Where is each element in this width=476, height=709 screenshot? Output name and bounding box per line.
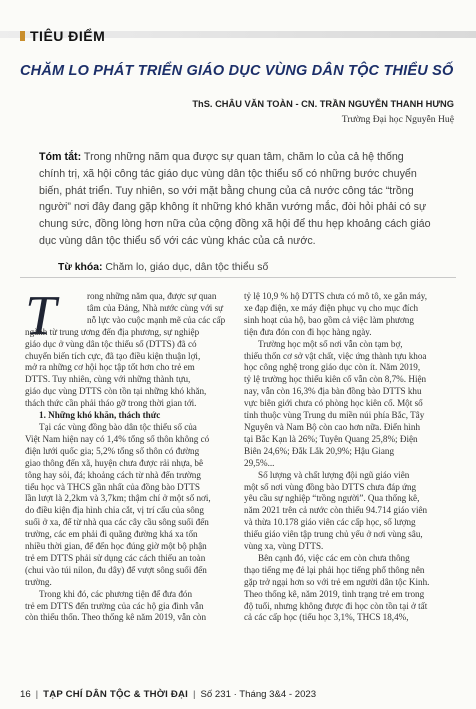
body-line: cả các cấp học (tiểu học 3,1%, THCS 18,4%, [244, 612, 409, 623]
divider [20, 277, 456, 278]
body-line: tông hay sỏi, đá; khoảng cách từ nhà đến trường [25, 469, 201, 480]
body-line: thiếu thốn cơ sở vật chất, việc ứng thành tựu khoa [244, 350, 427, 361]
body-line: một số nơi vùng đồng bào DTTS chưa đáp ứng [244, 481, 417, 492]
body-line: giáo dục ở vùng dân tộc thiểu số (DTTS) đã có [25, 338, 197, 349]
body-line: điện lưới quốc gia; 5,2% tổng số thôn có đường [25, 445, 200, 456]
author-affiliation: Trường Đại học Nguyễn Huệ [341, 114, 454, 125]
keywords-text: Chăm lo, giáo dục, dân tộc thiểu số [102, 262, 269, 273]
body-line: Biên 24,6%; Đắk Lắk 20,9%; Hậu Giang [244, 445, 395, 456]
body-line: giáo dục vùng DTTS còn tồn tại những khó khăn, [25, 386, 207, 397]
abstract-line: chung sức, đồng lòng hơn nữa của cộng đồng xã hội để thu hẹp khoảng cách giáo [39, 218, 431, 231]
body-line: tiện đưa đón con đi học hàng ngày. [244, 326, 372, 337]
abstract-line: chính trị, xã hội công tác giáo dục vùng dân tộc thiểu số có những bước chuyển [39, 167, 417, 180]
body-line: DTTS. Tuy nhiên, cùng với những thành tựu, [25, 374, 191, 385]
body-line: và thừa 10.178 giáo viên các cấp học, số lượng [244, 517, 416, 528]
magazine-name: TẠP CHÍ DÂN TỘC & THỜI ĐẠI [43, 688, 189, 700]
body-line: nỗ lực vào cuộc mạnh mẽ của các cấp [87, 314, 226, 325]
body-line: Việt Nam hiện nay có 1,4% tổng số thôn không có [25, 433, 210, 444]
body-line: độ tuổi, nhưng không được đi học còn tồn tại ở tất [244, 600, 428, 611]
abstract-label: Tóm tắt: [39, 151, 82, 163]
body-line: Nguyên và Nam Bộ còn cao hơn nữa. Điển hình [244, 421, 421, 432]
article-authors: ThS. CHÂU VĂN TOÀN - CN. TRẦN NGUYỄN THANH HƯNG [192, 99, 454, 109]
footer-separator: | [193, 688, 196, 700]
body-line: học công nghệ trong giáo dục còn ít. Năm 2019, [244, 362, 421, 373]
body-line: tỷ lệ trường học thiếu kiên cố vẫn còn 8,7%. Hiện [244, 374, 427, 385]
body-line: vùng xa, vùng DTTS. [244, 541, 324, 552]
footer-separator: | [35, 688, 39, 700]
body-line: ngành từ trung ương đến địa phương, sự nghiệp [25, 326, 200, 337]
abstract-line: người” nơi đây đang gặp không ít những khó khăn vướng mắc, đòi hỏi phải có sự [39, 201, 427, 214]
body-line: tỉnh thuộc vùng Trung du miền núi phía Bắc, Tây [244, 410, 425, 421]
abstract [39, 149, 449, 250]
body-line: sinh hoạt của hộ, bao gồm cả việc làm phương [244, 314, 414, 325]
body-line: trường, các em phải đi quãng đường khá xa tốn [25, 529, 198, 540]
page-number: 16 [20, 688, 31, 700]
drop-cap: T [25, 285, 57, 347]
body-line: Trường học một số nơi vẫn còn tạm bợ, [258, 338, 403, 349]
body-line: vực biên giới chưa có phòng học kiên cố. Một số [244, 398, 423, 409]
issue-info: Số 231 · Tháng 3&4 - 2023 [200, 688, 317, 700]
body-line: thách thức cần phải tháo gỡ trong thời gian tới. [25, 398, 197, 409]
body-line: lần lượt là 2,2km và 3,7km; thậm chí ở một số nơi, [25, 493, 211, 504]
body-line: 29,5%... [244, 457, 275, 468]
body-line: xe đạp điện, xe máy điện phục vụ cho mục đích [244, 302, 419, 313]
body-line: trường. [25, 576, 52, 587]
body-line: (chui vào túi nilon, đu dây) để vượt sông suối đến [25, 564, 207, 575]
body-line: thiếu giáo viên tập trung chủ yếu ở nơi vùng sâu, [244, 529, 423, 540]
section-heading: 1. Những khó khăn, thách thức [39, 410, 161, 421]
body-line: mở ra những cơ hội học tập tốt hơn cho trẻ em [25, 362, 195, 373]
body-line: nhiều thời gian, để đến học đúng giờ một bộ phận [25, 541, 207, 552]
section-label: TIÊU ĐIỂM [30, 28, 106, 44]
abstract-line: Tóm tắt: Trong những năm qua được sự quan tâm, chăm lo của cả hệ thống [39, 151, 404, 163]
body-line: trẻ em DTTS phải sử dụng các cách thiếu an toàn [25, 552, 206, 563]
keywords [58, 262, 268, 273]
body-line: do điều kiện địa hình chia cắt, vị trí cấu của sông [25, 505, 204, 516]
body-line: tâm của Đảng, Nhà nước cùng với sự [87, 302, 224, 313]
body-column-left [25, 285, 230, 624]
body-line: Bên cạnh đó, việc các em còn chưa thông [258, 552, 410, 563]
body-line: suối ở xa, để từ nhà qua các cây cầu sông suối đến [25, 517, 209, 528]
body-line: tiểu học và THCS gần nhất của đồng bào DTTS [25, 481, 200, 492]
section-accent [20, 31, 25, 41]
body-line: năm 2021 trên cả nước còn thiếu 94.714 giáo viên [244, 505, 428, 516]
body-line: chuyển biến tích cực, đã tạo điều kiện thuận lợi, [25, 350, 201, 361]
section-tag [0, 28, 105, 44]
body-line: rong những năm qua, được sự quan [87, 291, 217, 301]
body-line: Tại các vùng đồng bào dân tộc thiểu số của [39, 421, 197, 432]
body-line: nay, vẫn còn 16,3% địa bàn đồng bào DTTS khu [244, 386, 422, 397]
abstract-line: dục vùng dân tộc thiểu số với các vùng khác của cả nước. [39, 234, 316, 247]
body-column-right [244, 291, 449, 624]
body-line: yêu cầu sự nghiệp “trồng người”. Qua thống kê, [244, 493, 420, 504]
article-title: CHĂM LO PHÁT TRIỂN GIÁO DỤC VÙNG DÂN TỘC THIỂU SỐ [20, 63, 454, 79]
body-line: gặp trở ngại hơn so với trẻ em người dân tộc Kinh. [244, 576, 430, 587]
body-line: Số lượng và chất lượng đội ngũ giáo viên [258, 469, 410, 480]
body-line: trẻ em DTTS đến trường của các hộ gia đình vẫn [25, 600, 204, 611]
keywords-label: Từ khóa: [58, 262, 103, 273]
body-line: còn thiếu thốn. Theo thống kê năm 2019, vẫn còn [25, 612, 207, 623]
abstract-line: biến, phát triển. Tuy nhiên, so với mặt bằng chung của cả nước công tác “trồng [39, 184, 414, 197]
body-line: Trong khi đó, các phương tiện để đưa đón [39, 588, 193, 599]
page-footer [20, 685, 456, 703]
body-line: tỷ lệ 10,9 % hộ DTTS chưa có mô tô, xe gắn máy, [244, 291, 428, 301]
body-line: Theo thống kê, năm 2019, tình trạng trẻ em trong [244, 588, 425, 599]
body-line: thạo tiếng mẹ đẻ lại phải học tiếng phổ thông nên [244, 564, 425, 575]
body-line: giao thông đến xã, huyện chưa được rải nhựa, bê [25, 457, 204, 468]
body-line: tại Bắc Kạn là 26%; Tuyên Quang 25,8%; Điện [244, 433, 418, 444]
